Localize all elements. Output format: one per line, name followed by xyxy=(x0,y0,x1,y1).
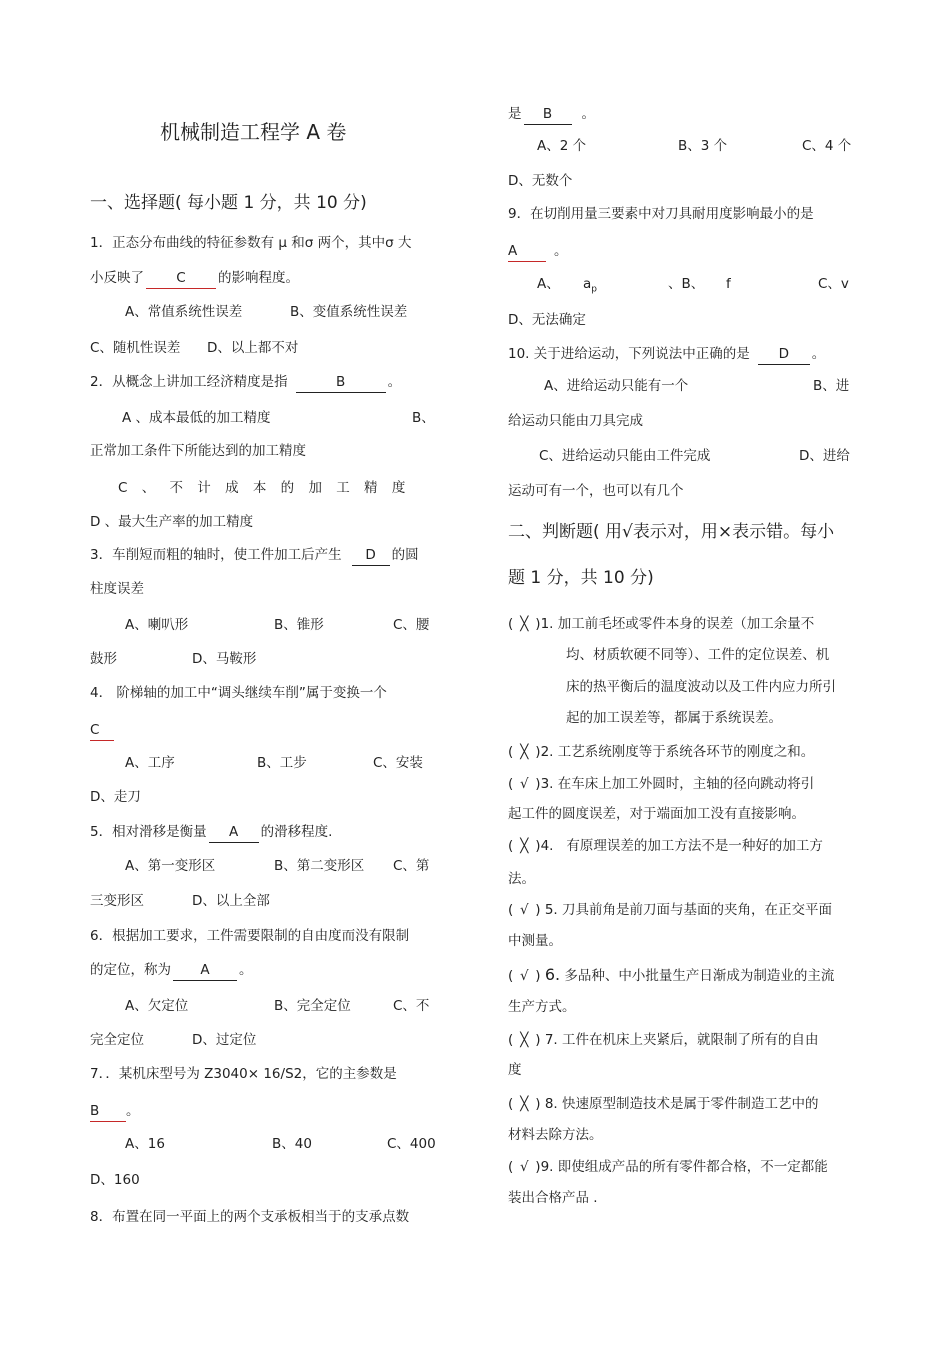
judge-6-line-2: 生产方式。 xyxy=(508,999,576,1015)
q9-option-a-symbol xyxy=(583,274,597,300)
q1-answer: C xyxy=(146,268,216,289)
q6-option-b: B、完全定位 xyxy=(274,998,351,1014)
judge-9-line-2: 装出合格产品 . xyxy=(508,1190,598,1206)
q10-option-c: C、进给运动只能由工件完成 xyxy=(539,448,711,464)
q9-option-c: C、v xyxy=(818,276,849,292)
judge-3-line-2: 起工件的圆度误差，对于端面加工没有直接影响。 xyxy=(508,806,805,822)
judge-4-line-2: 法。 xyxy=(508,871,535,887)
q2-pre: 2．从概念上讲加工经济精度是指 xyxy=(90,374,288,390)
q10-post: 。 xyxy=(811,346,826,362)
judge-item-9: ( √ )9. 即使组成产品的所有零件都合格，不一定都能 xyxy=(508,1159,828,1175)
judge-item-6: ( √ ) 6. 多品种、中小批量生产日渐成为制造业的主流 xyxy=(508,965,835,984)
q8-option-b: B、3 个 xyxy=(678,138,728,154)
q4-option-d: D、走刀 xyxy=(90,789,141,805)
q6-stem-line2 xyxy=(90,960,253,981)
judge-5-mark: √ xyxy=(519,902,529,918)
q4-stem: 4． 阶梯轴的加工中“调头继续车削”属于变换一个 xyxy=(90,685,387,701)
judge-5-line-2: 中测量。 xyxy=(508,933,562,949)
page-title: 机械制造工程学 A 卷 xyxy=(160,120,347,144)
q9-stem: 9．在切削用量三要素中对刀具耐用度影响最小的是 xyxy=(508,206,814,222)
judge-6-line-1: 多品种、中小批量生产日渐成为制造业的主流 xyxy=(564,968,835,984)
judge-2-mark: ╳ xyxy=(520,744,529,760)
q7-option-d: D、160 xyxy=(90,1172,140,1188)
judge-item-7: ( ╳ ) 7. 工件在机床上夹紧后，就限制了所有的自由 xyxy=(508,1032,819,1048)
judge-4-mark: ╳ xyxy=(520,838,529,854)
judge-8-mark: ╳ xyxy=(520,1096,529,1112)
judge-3-num: 3. xyxy=(540,776,554,792)
q3-option-c: C、腰 xyxy=(393,617,430,633)
judge-9-mark: √ xyxy=(519,1159,529,1175)
q3-option-a: A、喇叭形 xyxy=(125,617,189,633)
judge-item-8: ( ╳ ) 8. 快速原型制造技术是属于零件制造工艺中的 xyxy=(508,1096,819,1112)
q5-option-a: A、第一变形区 xyxy=(125,858,216,874)
judge-1-line-1: 加工前毛坯或零件本身的误差（加工余量不 xyxy=(557,616,815,632)
q4-answer-line xyxy=(90,720,114,741)
q2-option-c: C 、 不 计 成 本 的 加 工 精 度 xyxy=(118,480,406,496)
judge-4-line-1: 有原理误差的加工方法不是一种好的加工方 xyxy=(566,838,823,854)
q1-option-d: D、以上都不对 xyxy=(207,340,299,356)
judge-5-line-1: 刀具前角是前刀面与基面的夹角，在正交平面 xyxy=(562,902,833,918)
q7-answer: B xyxy=(90,1101,126,1122)
q10-option-b: B、进 xyxy=(813,378,850,394)
q7-post: 。 xyxy=(126,1103,140,1119)
q5-option-c-text: 三变形区 xyxy=(90,893,144,909)
judge-3-line-1: 在车床上加工外圆时，主轴的径向跳动将引 xyxy=(557,776,815,792)
judge-2-num: 2. xyxy=(540,744,554,760)
q3-stem xyxy=(90,545,419,566)
q2-option-b: B、 xyxy=(412,410,435,426)
q10-option-b-text: 给运动只能由刀具完成 xyxy=(508,413,643,429)
q10-stem xyxy=(508,344,825,365)
q6-option-d: D、过定位 xyxy=(192,1032,257,1048)
judge-7-num: 7. xyxy=(544,1032,558,1048)
q3-option-d: D、马鞍形 xyxy=(192,651,257,667)
q8-option-a: A、2 个 xyxy=(537,138,587,154)
q8-post: 。 xyxy=(581,106,595,122)
q9-option-a-var: a xyxy=(583,276,592,292)
judge-item-4: ( ╳ )4. 有原理误差的加工方法不是一种好的加工方 xyxy=(508,838,823,854)
q10-answer: D xyxy=(758,344,810,365)
q3-answer: D xyxy=(352,545,390,566)
judge-8-line-2: 材料去除方法。 xyxy=(508,1127,603,1143)
judge-5-num: 5. xyxy=(544,902,558,918)
q6-stem: 6．根据加工要求，工件需要限制的自由度而没有限制 xyxy=(90,928,410,944)
q10-option-d: D、进给 xyxy=(799,448,850,464)
judge-8-num: 8. xyxy=(544,1096,558,1112)
q7-option-c: C、400 xyxy=(387,1136,436,1152)
q3-stem-line2: 柱度误差 xyxy=(90,581,144,597)
q3-pre: 3．车削短而粗的轴时，使工件加工后产生 xyxy=(90,547,342,563)
q8-option-c: C、4 个 xyxy=(802,138,852,154)
q9-answer: A xyxy=(508,241,546,262)
judge-6-mark: √ xyxy=(519,968,529,984)
q5-stem xyxy=(90,822,332,843)
q7-option-a: A、16 xyxy=(125,1136,165,1152)
q5-option-c: C、第 xyxy=(393,858,430,874)
q4-option-c: C、安装 xyxy=(373,755,423,771)
q8-stem: 8．布置在同一平面上的两个支承板相当于的支承点数 xyxy=(90,1209,410,1225)
q8-option-d: D、无数个 xyxy=(508,173,573,189)
judge-1-line-2: 均、材质软硬不同等）、工件的定位误差、机 xyxy=(566,647,830,663)
q9-option-a-sub: p xyxy=(591,284,597,295)
judge-item-3: ( √ )3. 在车床上加工外圆时，主轴的径向跳动将引 xyxy=(508,776,815,792)
q6-option-c: C、不 xyxy=(393,998,430,1014)
judge-1-num: 1. xyxy=(540,616,554,632)
q6-post: 。 xyxy=(239,962,253,978)
judge-4-num: 4. xyxy=(540,838,554,854)
q1-stem-line2 xyxy=(90,268,299,289)
q10-pre: 10. 关于进给运动，下列说法中正确的是 xyxy=(508,346,750,362)
q5-pre: 5．相对滑移是衡量 xyxy=(90,824,207,840)
q1-stem: 1．正态分布曲线的特征参数有 μ 和σ 两个，其中σ 大 xyxy=(90,235,412,251)
q6-pre: 的定位，称为 xyxy=(90,962,171,978)
section-heading-choice: 一、选择题( 每小题 1 分，共 10 分) xyxy=(90,193,367,213)
q10-option-d-text: 运动可有一个，也可以有几个 xyxy=(508,483,684,499)
q9-option-b-symbol: f xyxy=(726,276,731,292)
q2-answer: B xyxy=(296,372,386,393)
q8-answer: B xyxy=(524,104,572,125)
q2-stem xyxy=(90,372,401,393)
q2-option-a: A 、成本最低的加工精度 xyxy=(122,410,271,426)
q2-post: 。 xyxy=(387,374,402,390)
judge-1-mark: ╳ xyxy=(520,616,529,632)
q5-option-d: D、以上全部 xyxy=(192,893,270,909)
q3-option-b: B、锥形 xyxy=(274,617,324,633)
judge-1-line-3: 床的热平衡后的温度波动以及工件内应力所引 xyxy=(566,679,836,695)
q8-stem-line2 xyxy=(508,104,595,125)
judge-8-line-1: 快速原型制造技术是属于零件制造工艺中的 xyxy=(562,1096,819,1112)
q4-option-b: B、工步 xyxy=(257,755,307,771)
judge-6-num: 6. xyxy=(544,965,561,984)
q1-option-b: B、变值系统性误差 xyxy=(290,304,408,320)
judge-9-line-1: 即使组成产品的所有零件都合格，不一定都能 xyxy=(557,1159,828,1175)
q5-answer: A xyxy=(209,822,259,843)
judge-7-mark: ╳ xyxy=(520,1032,529,1048)
judge-item-1: ( ╳ )1. 加工前毛坯或零件本身的误差（加工余量不 xyxy=(508,616,815,632)
q4-option-a: A、工序 xyxy=(125,755,175,771)
q6-option-a: A、欠定位 xyxy=(125,998,189,1014)
q4-answer: C xyxy=(90,720,114,741)
q1-option-c: C、随机性误差 xyxy=(90,340,181,356)
judge-7-line-2: 度 xyxy=(508,1062,522,1078)
q10-option-a: A、进给运动只能有一个 xyxy=(544,378,689,394)
q2-option-b-text: 正常加工条件下所能达到的加工精度 xyxy=(90,443,306,459)
judge-9-num: 9. xyxy=(540,1159,554,1175)
judge-2-line-1: 工艺系统刚度等于系统各环节的刚度之和。 xyxy=(557,744,815,760)
q5-post: 的滑移程度. xyxy=(260,824,333,840)
q9-post: 。 xyxy=(554,243,568,259)
q1-post: 的影响程度。 xyxy=(218,270,299,286)
q7-answer-line xyxy=(90,1101,140,1122)
section-heading-judgement-line2: 题 1 分，共 10 分) xyxy=(508,568,654,588)
q6-answer: A xyxy=(173,960,237,981)
judge-item-2: ( ╳ )2. 工艺系统刚度等于系统各环节的刚度之和。 xyxy=(508,744,815,760)
q9-answer-line xyxy=(508,241,568,262)
q7-option-b: B、40 xyxy=(272,1136,312,1152)
q6-option-c-text: 完全定位 xyxy=(90,1032,144,1048)
q9-option-d: D、无法确定 xyxy=(508,312,586,328)
q7-stem: 7．．某机床型号为 Z3040× 16/S2，它的主参数是 xyxy=(90,1066,397,1082)
q5-option-b: B、第二变形区 xyxy=(274,858,365,874)
judge-3-mark: √ xyxy=(519,776,529,792)
q9-option-a: A、 xyxy=(537,276,560,292)
judge-7-line-1: 工件在机床上夹紧后，就限制了所有的自由 xyxy=(562,1032,819,1048)
q9-option-b: 、B、 xyxy=(668,276,705,292)
q2-option-d: D 、最大生产率的加工精度 xyxy=(90,514,254,530)
q1-pre: 小反映了 xyxy=(90,270,144,286)
q3-option-c-text: 鼓形 xyxy=(90,651,117,667)
q3-post: 的圆 xyxy=(391,547,419,563)
judge-1-line-4: 起的加工误差等，都属于系统误差。 xyxy=(566,710,782,726)
q1-option-a: A、常值系统性误差 xyxy=(125,304,243,320)
section-heading-judgement: 二、判断题( 用√表示对，用×表示错。每小 xyxy=(508,522,835,542)
q8-pre: 是 xyxy=(508,106,522,122)
judge-item-5: ( √ ) 5. 刀具前角是前刀面与基面的夹角，在正交平面 xyxy=(508,902,833,918)
